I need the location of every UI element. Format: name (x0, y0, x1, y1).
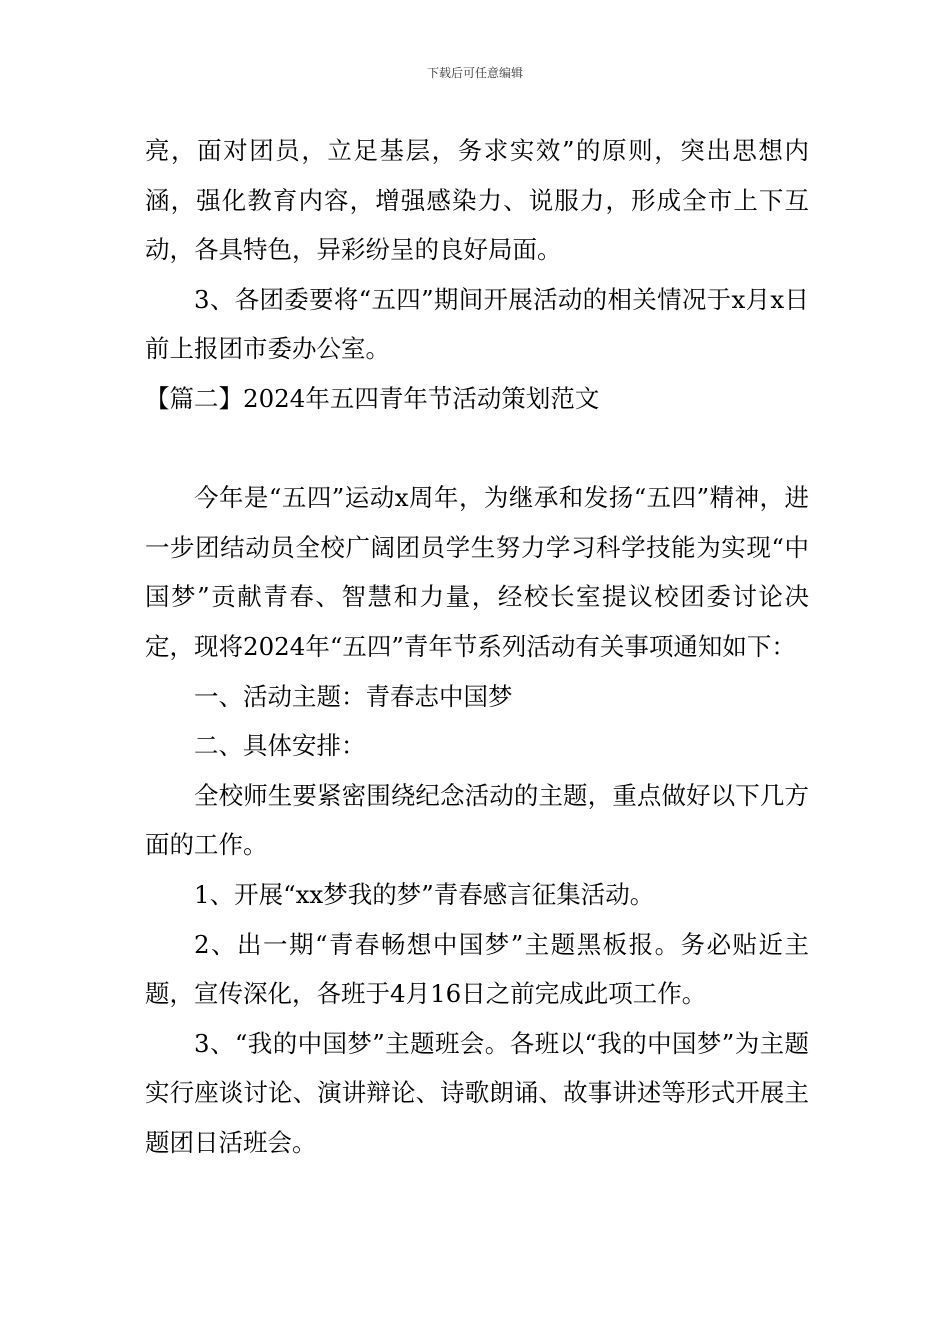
page-header: 下载后可任意编辑 (426, 66, 523, 80)
paragraph-item-3: 3、“我的中国梦”主题班会。各班以“我的中国梦”为主题实行座谈讨论、演讲辩论、诗歌朗诵、故事讲述等形式开展主题团日活班会。 (145, 1028, 809, 1157)
paragraph-intro: 今年是“五四”运动x周年，为继承和发扬“五四”精神，进一步团结动员全校广阔团员学生努力学习科学技能为实现“中国梦”贡献青春、智慧和力量，经校长室提议校团委讨论决定，现将2024年“五四”青年节系列活动有关事项通知如下： (145, 483, 809, 661)
paragraph-principles: 亮，面对团员，立足基层，务求实效”的原则，突出思想内涵，强化教育内容，增强感染力、说服力，形成全市上下互动，各具特色，异彩纷呈的良好局面。 (145, 136, 809, 265)
paragraph-report-item-3: 3、各团委要将“五四”期间开展活动的相关情况于x月x日前上报团市委办公室。 (145, 284, 809, 364)
blank-line (145, 424, 809, 474)
document-body (145, 126, 809, 1167)
paragraph-theme: 一、活动主题：青春志中国梦 (194, 681, 513, 711)
paragraph-item-1: 1、开展“xx梦我的梦”青春感言征集活动。 (194, 879, 655, 909)
paragraph-arrangement-heading: 二、具体安排： (194, 731, 366, 761)
section-heading: 【篇二】2024年五四青年节活动策划范文 (145, 383, 600, 413)
paragraph-item-2: 2、出一期“青春畅想中国梦”主题黑板报。务必贴近主题，宣传深化，各班于4月16日之前完成此项工作。 (145, 929, 809, 1009)
paragraph-arrangement-intro: 全校师生要紧密围绕纪念活动的主题，重点做好以下几方面的工作。 (145, 780, 809, 860)
